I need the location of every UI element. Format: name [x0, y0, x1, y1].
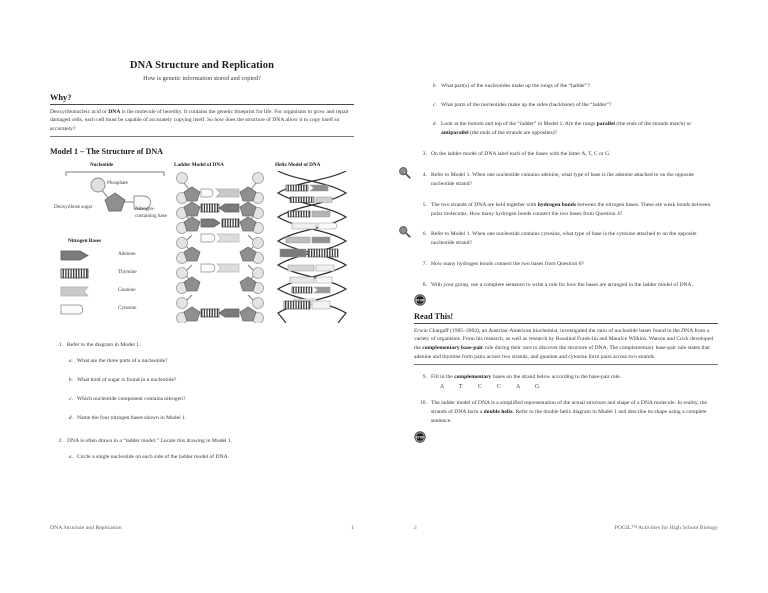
legend-shape-adenine	[60, 250, 90, 261]
question-7-number: 7.	[422, 261, 427, 268]
why-body: Deoxyribonucleic acid or DNA is the molecule of heredity. It contains the genetic blueprint for life. For organisms to grow and repair damaged cells, each cell must be capable of accurately copying itself. So how does the structure of DNA allow it to copy itself so accurately?	[50, 108, 349, 132]
question-1-text: Refer to the diagram in Model 1.	[67, 342, 141, 349]
question-2-number: 2.	[58, 438, 63, 445]
question-6	[414, 230, 718, 248]
question-2a-text: Circle a single nucleotide on each side of the ladder model of DNA.	[77, 454, 230, 461]
question-2	[50, 437, 354, 446]
base-sequence-0: A	[440, 384, 445, 391]
question-1d	[50, 414, 354, 423]
two-column-sheet	[0, 60, 768, 530]
question-1b-letter: b.	[68, 377, 73, 384]
why-heading: Why?	[50, 93, 72, 102]
read-this-rule-bottom	[414, 364, 718, 365]
question-8-number: 8.	[422, 282, 427, 289]
question-2b-text: What part(s) of the nucleotides make up the rungs of the “ladder”?	[441, 83, 590, 89]
magnifier-icon	[398, 166, 412, 180]
question-2d-letter: d.	[432, 120, 437, 127]
question-10-text: The ladder model of DNA is a simplified representation of the actual structure and shape of a DNA molecule. In reality, the strands of DNA form a double helix. Refer to the double helix diagram in Model 1 and describe its shape using a complete sentence.	[431, 400, 707, 425]
legend-title: Nitrogen Bases	[68, 238, 102, 245]
right-column	[384, 60, 768, 530]
question-1b-text: What kind of sugar is found in a nucleotide?	[77, 377, 177, 384]
question-1a-text: What are the three parts of a nucleotide?	[77, 358, 168, 365]
why-rule-bottom	[50, 136, 354, 137]
stop-marker-1	[414, 294, 718, 306]
base-label: Nitrogen-containing base	[135, 206, 167, 220]
sugar-label: Deoxyribose sugar	[54, 204, 93, 211]
stop-sign-icon	[414, 294, 426, 306]
legend-label-cytosine: Cytosine	[118, 305, 137, 312]
base-sequence	[414, 384, 718, 390]
ladder-model-diagram	[170, 171, 270, 323]
question-2d-text: Look at the bottom and top of the “ladder” in Model 1. Are the rungs parallel (the ends of the strands match) or antiparallel (the ends of the strands are opposites)?	[441, 120, 692, 136]
phosphate-label: Phosphate	[107, 180, 128, 187]
why-rule	[50, 104, 354, 105]
page-subtitle: How is genetic information stored and copied?	[143, 75, 261, 82]
legend-label-thymine: Thymine	[118, 269, 137, 276]
question-1-number: 1.	[58, 342, 63, 349]
question-2a-letter: a.	[68, 454, 73, 461]
question-3-number: 3.	[422, 150, 427, 157]
base-sequence-2: C	[478, 384, 483, 391]
question-9	[414, 373, 718, 382]
footer-left-title: DNA Structure and Replication	[50, 525, 122, 531]
question-10	[414, 399, 718, 426]
magnifier-icon	[398, 225, 412, 239]
footer-left-page: 1	[351, 525, 354, 531]
base-sequence-5: G	[535, 384, 540, 391]
question-1c-text: Which nucleotide component contains nitrogen?	[77, 396, 186, 403]
ladder-model-title: Ladder Model of DNA	[174, 162, 224, 169]
read-this-heading: Read This!	[414, 312, 454, 322]
model1-heading: Model 1 – The Structure of DNA	[50, 147, 164, 157]
footer-right-title: POGIL™ Activities for High School Biology	[614, 525, 718, 531]
question-2c	[414, 101, 718, 110]
question-7-text: How many hydrogen bonds connect the two bases from Question 6?	[431, 261, 584, 268]
legend-label-adenine: Adenine	[118, 251, 136, 258]
footer-right-page: 2	[414, 525, 417, 531]
question-5-number: 5.	[422, 201, 427, 208]
helix-model-title: Helix Model of DNA	[275, 162, 321, 169]
stop-sign-icon	[414, 431, 426, 443]
question-1b	[50, 376, 354, 385]
question-7	[414, 260, 718, 269]
question-6-number: 6.	[422, 231, 427, 238]
base-sequence-1: T	[459, 384, 463, 391]
question-9-number: 9.	[422, 374, 427, 381]
question-8	[414, 281, 718, 290]
question-5-text: The two strands of DNA are held together with hydrogen bonds between the nitrogen bases. These are weak bonds between polar molecules. How many hydrogen bonds connect the two bases from Question 4?	[431, 201, 711, 217]
question-2b-letter: b.	[432, 83, 437, 89]
question-2c-text: What parts of the nucleotides make up the sides (backbone) of the “ladder”?	[441, 101, 612, 108]
base-sequence-3: C	[497, 384, 502, 391]
question-1a-letter: a.	[68, 358, 73, 365]
legend-shape-cytosine	[60, 304, 90, 315]
question-1d-text: Name the four nitrogen bases shown in Model 1.	[77, 415, 187, 422]
legend-shape-thymine	[60, 268, 90, 279]
page-title: DNA Structure and Replication	[129, 60, 275, 71]
question-1	[50, 341, 354, 350]
page-footer	[0, 525, 768, 531]
question-8-text: With your group, use a complete sentence to write a rule for how the bases are arranged in the ladder model of DNA.	[431, 282, 693, 289]
question-2-text: DNA is often drawn in a “ladder model.” Locate this drawing in Model 1.	[67, 438, 233, 445]
read-this-body: Erwin Chargaff (1905–2002), an Austrian-American biochemist, investigated the ratio of nucleotide bases found in the DNA from a variety of organisms. From his research, as well as research by Rosalind Frank-lin and Maurice Wilkins, Watson and Crick developed the complementary base-pair rule during their race to discover the structure of DNA. The complementary base-pair rule states that adenine and thymine form pairs across two strands, and guanine and cytosine form pairs across two strands.	[414, 327, 714, 360]
question-2d	[414, 120, 718, 138]
question-4-number: 4.	[422, 171, 427, 178]
question-6-text: Refer to Model 1. When one nucleotide contains cytosine, what type of base is the cytosine attached to on the opposite nucleotide strand?	[431, 231, 697, 247]
question-4	[414, 171, 718, 189]
question-2c-letter: c.	[433, 101, 437, 108]
question-9-text: Fill in the complementary bases on the strand below according to the base-pair rule.	[431, 374, 622, 381]
question-2a	[50, 453, 354, 462]
read-this-rule	[414, 323, 718, 324]
stop-sign-text: STOP	[415, 435, 425, 440]
base-sequence-4: A	[516, 384, 521, 391]
question-4-text: Refer to Model 1. When one nucleotide contains adenine, what type of base is the adenine attached to on the opposite nucleotide strand?	[431, 171, 695, 187]
question-1c	[50, 395, 354, 404]
footer-right	[384, 525, 768, 531]
left-question-list	[50, 341, 354, 462]
question-1c-letter: c.	[69, 396, 73, 403]
legend-shape-guanine	[60, 286, 90, 297]
helix-model-diagram	[272, 171, 352, 323]
question-5	[414, 201, 718, 219]
model1-figure	[50, 162, 370, 327]
footer-left	[0, 525, 384, 531]
question-3	[414, 150, 718, 159]
question-2b	[414, 82, 718, 91]
legend-label-guanine: Guanine	[118, 287, 136, 294]
nucleotide-label: Nucleotide	[90, 162, 114, 169]
left-column	[0, 60, 384, 530]
question-10-number: 10.	[420, 400, 427, 407]
right-question-list	[414, 60, 718, 443]
question-1a	[50, 357, 354, 366]
stop-sign-text: STOP	[415, 298, 425, 303]
question-1d-letter: d.	[68, 415, 73, 422]
stop-marker-2	[414, 431, 718, 443]
question-3-text: On the ladder model of DNA label each of the bases with the letter A, T, C or G.	[431, 150, 611, 157]
